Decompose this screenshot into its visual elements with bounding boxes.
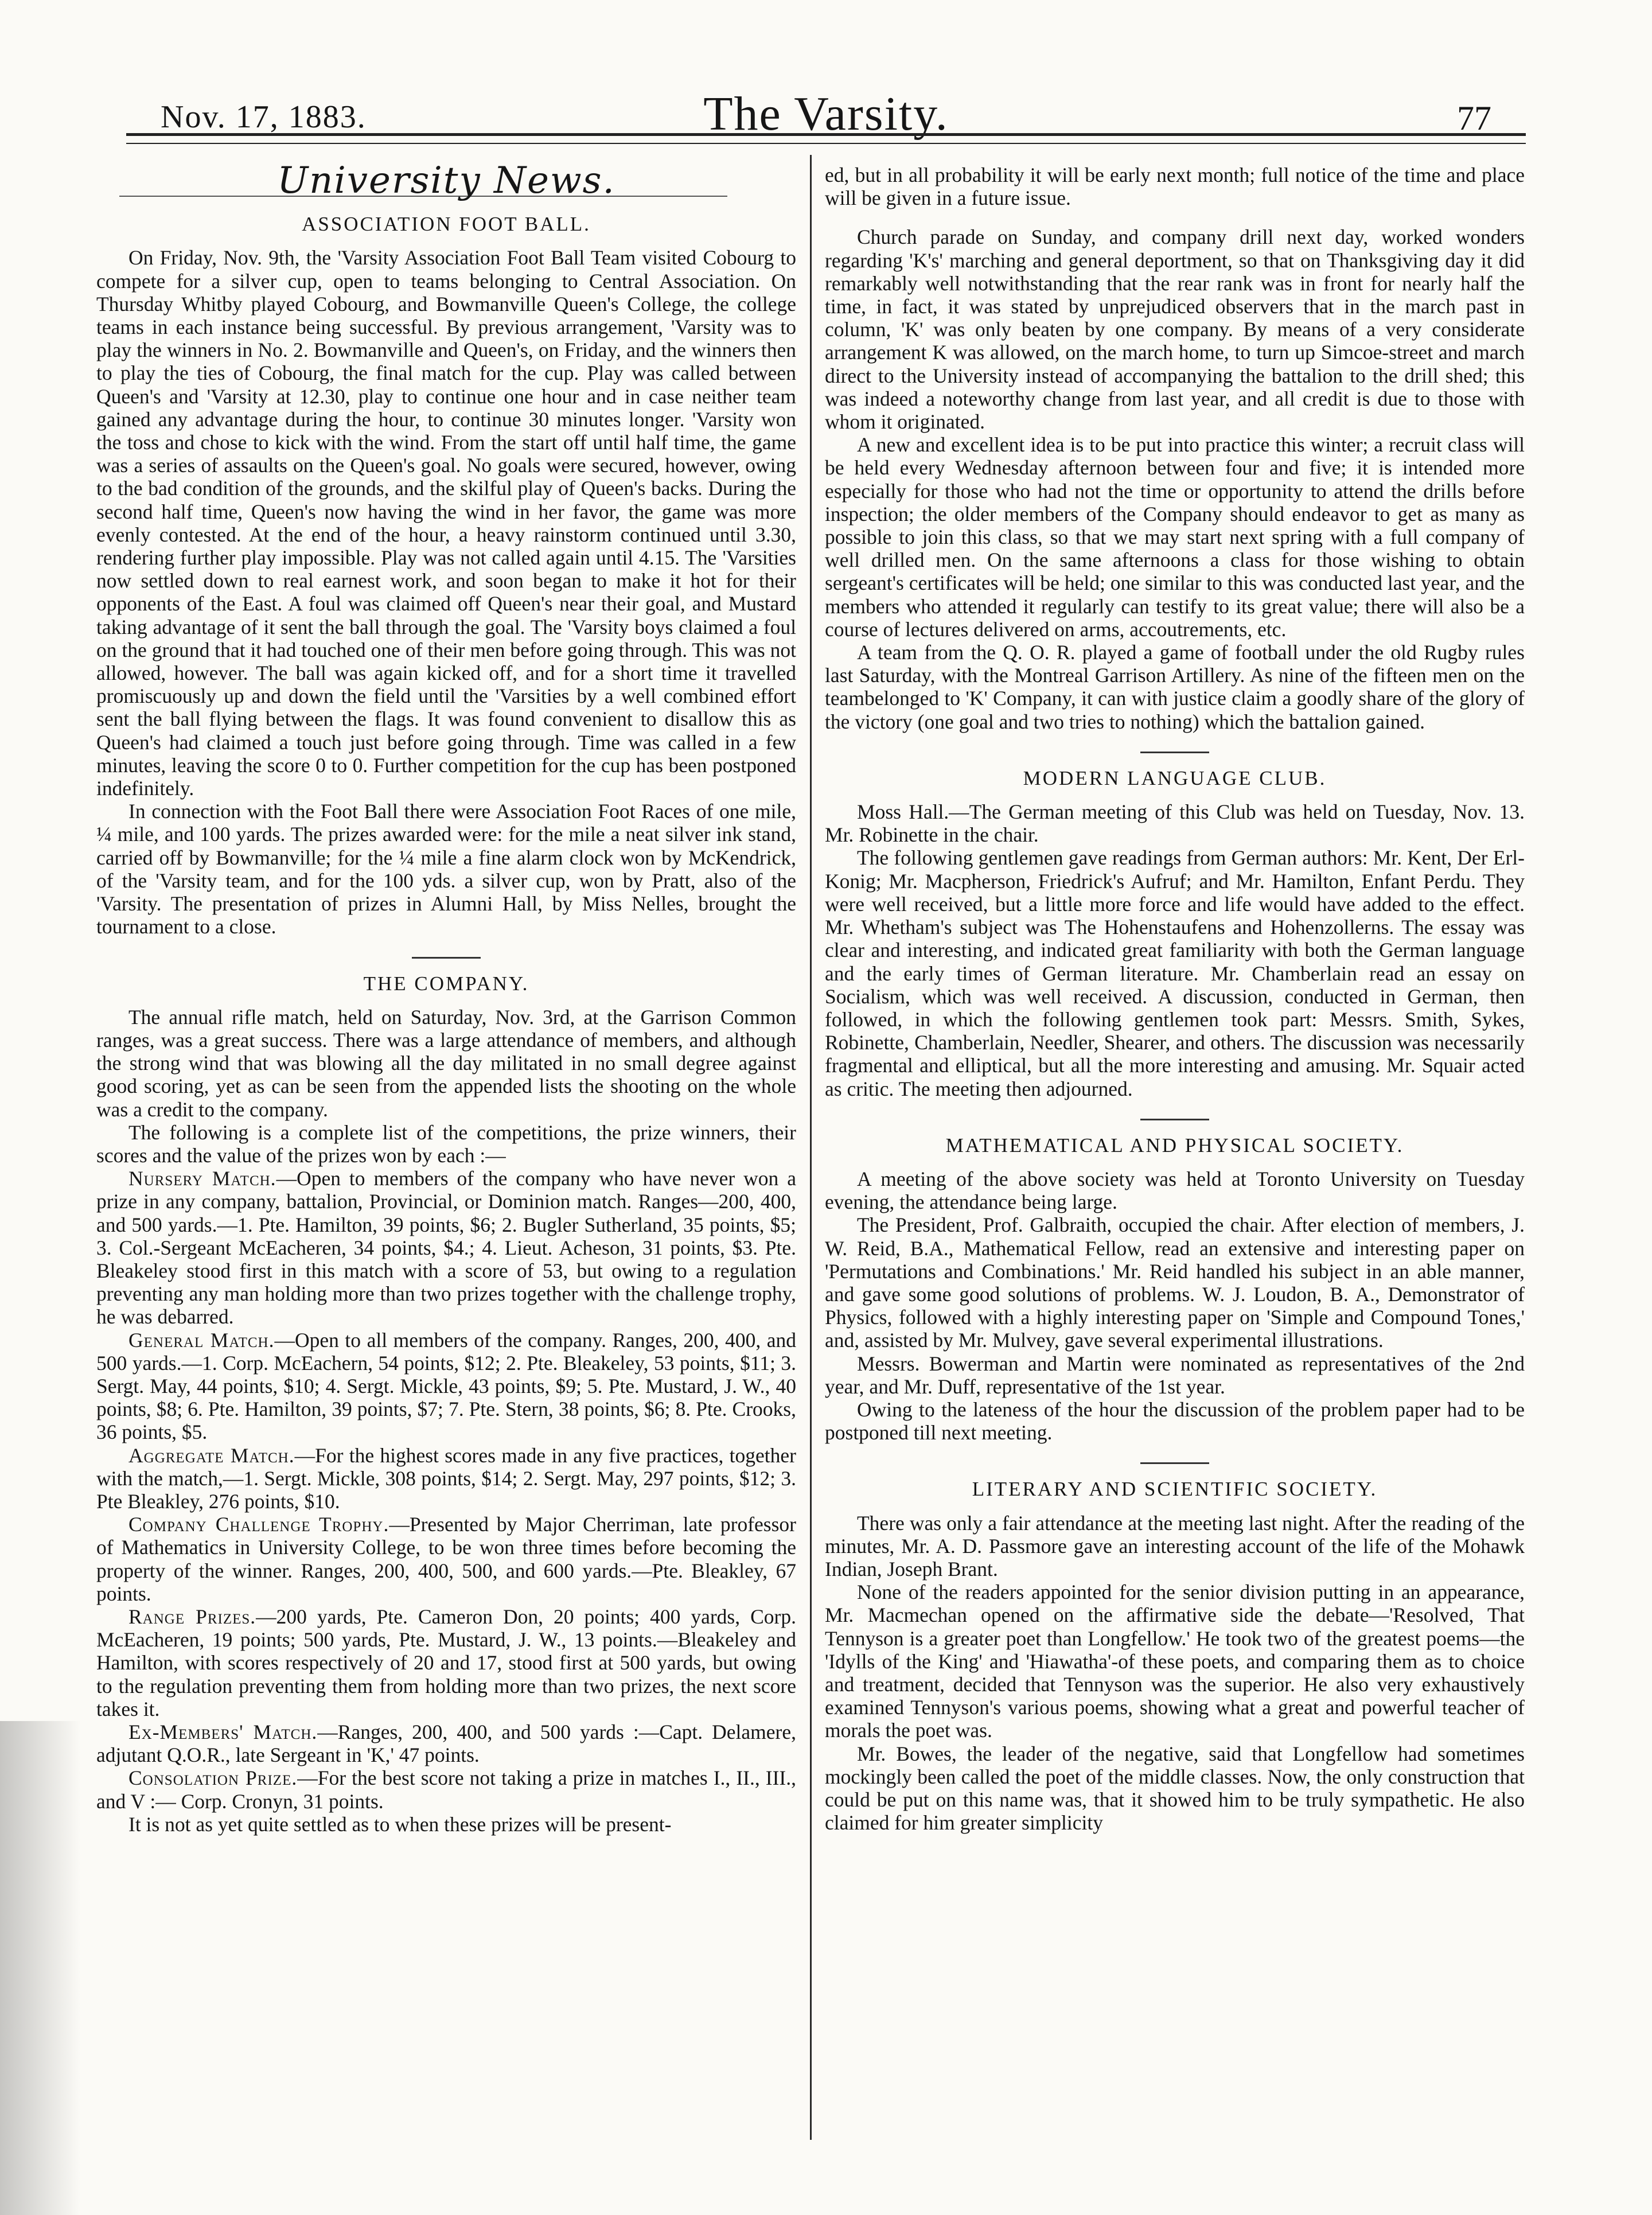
article-paragraph: A meeting of the above society was held at Toronto University on Tuesday evening, the attendance being large. <box>825 1167 1525 1214</box>
right-column <box>825 164 1525 1834</box>
match-name: Nursery Match. <box>128 1167 276 1190</box>
modern-language-heading: MODERN LANGUAGE CLUB. <box>1023 766 1327 789</box>
article-paragraph: A team from the Q. O. R. played a game of football under the old Rugby rules last Saturday, with the Montreal Garrison Artillery. As nine of the fifteen men on the teambelonged to 'K' Company, it can with justice claim a goodly share of the glory of the victory (one goal and two tries to nothing) which the battalion gained. <box>825 641 1525 733</box>
article-paragraph: Church parade on Sunday, and company drill next day, worked wonders regarding 'K's' marching and general deportment, so that on Thanksgiving day it did remarkably well notwithstanding that the rear rank was in front for nearly half the time, in fact, it was stated by unprejudiced observers that in the march past in column, 'K' was only beaten by one company. By means of a very considerate arrangement K was allowed, on the march home, to turn up Simcoe-street and march direct to the University instead of accompanying the battalion to the drill shed; this was indeed a noteworthy change from last year, and all credit is due to those with whom it originated. <box>825 225 1525 434</box>
company-heading: THE COMPANY. <box>363 972 529 995</box>
match-entry <box>96 1766 796 1812</box>
match-entry <box>96 1329 796 1444</box>
article-paragraph: In connection with the Foot Ball there were Association Foot Races of one mile, ¼ mile, and 100 yards. The prizes awarded were: for the mile a neat silver ink stand, carried off by Bowmanville; for the ¼ mile a fine alarm clock won by McKendrick, of the 'Varsity team, and for the 100 yds. a silver cup, won by Pratt, also of the 'Varsity. The presentation of prizes in Alumni Hall, by Miss Nelles, brought the tournament to a close. <box>96 800 796 939</box>
article-paragraph: Owing to the lateness of the hour the discussion of the problem paper had to be postponed till next meeting. <box>825 1397 1525 1445</box>
article-paragraph: Mr. Bowes, the leader of the negative, said that Longfellow had sometimes mockingly been called the poet of the middle classes. Now, the only construction that could be put on this name was, that it showed him to be truly sympathetic. He also claimed for him greater simplicity <box>825 1742 1525 1835</box>
math-society-heading: MATHEMATICAL AND PHYSICAL SOCIETY. <box>945 1134 1404 1157</box>
match-name: Aggregate Match. <box>128 1443 295 1467</box>
article-paragraph: The following gentlemen gave readings from German authors: Mr. Kent, Der Erl-Konig; Mr. Macpherson, Friedrick's Aufruf; and Mr. Hamilton, Enfant Perdu. They were well received, but a little more force and life would have added to the effect. Mr. Whetham's subject was The Hohenstaufens and Hohenzollerns. The essay was clear and interesting, and indicated great familiarity with both the German language and the early times of German literature. Mr. Chamberlain read an essay on Socialism, which was well received. A discussion, conducted in German, then followed, in which the following gentlemen took part: Messrs. Smith, Sykes, Robinette, Chamberlain, Needler, Shearer, and others. The discussion was necessarily fragmental and elliptical, but all the more interesting and amusing. Mr. Squair acted as critic. The meeting then adjourned. <box>825 846 1525 1100</box>
section-separator <box>1140 752 1209 753</box>
match-entry <box>96 1513 796 1605</box>
column-divider <box>810 155 812 2140</box>
match-name: Ex-Members' Match. <box>128 1720 318 1743</box>
article-paragraph: Messrs. Bowerman and Martin were nominated as representatives of the 2nd year, and Mr. Duff, representative of the 1st year. <box>825 1352 1525 1398</box>
article-paragraph: On Friday, Nov. 9th, the 'Varsity Association Foot Ball Team visited Cobourg to compete for a silver cup, open to teams belonging to Central Association. On Thursday Whitby played Cobourg, and Bowmanville Queen's College, the college teams in each instance being successful. By previous arrangement, 'Varsity was to play the winners in No. 2. Bowmanville and Queen's, on Friday, and the winners then to play the ties of Cobourg, the final match for the cup. Play was called between Queen's and 'Varsity at 12.30, play to continue one hour and in case neither team gained any advantage during the hour, to continue 30 minutes longer. 'Varsity won the toss and chose to kick with the wind. From the start off until half time, the game was a series of assaults on the Queen's goal. No goals were secured, however, owing to the bad condition of the grounds, and the skilful play of Queen's backs. During the second half time, Queen's now having the wind in her favor, the game was more evenly contested. At the end of the hour, a heavy rainstorm continued until 3.30, rendering further play impossible. Play was not called again until 4.15. The 'Varsities now settled down to real earnest work, and soon began to make it hot for their opponents of the East. A foul was claimed off Queen's near their goal, and Mustard taking advantage of it sent the ball through the goal. The 'Varsity boys claimed a foul on the ground that it had touched one of their men before going through. This was not allowed, however. The ball was again kicked off, and for a short time it travelled promiscuously up and down the field until the 'Varsities by a well combined effort sent the ball flying between the flags. It was found convenient to disallow this as Queen's had claimed a touch just before going through. Time was called in a few minutes, leaving the score 0 to 0. Further competition for the cup has been postponed indefinitely. <box>96 246 796 800</box>
section-separator <box>1140 1462 1209 1464</box>
issue-date: Nov. 17, 1883. <box>161 99 367 135</box>
page-number: 77 <box>1457 99 1491 137</box>
match-name: Company Challenge Trophy. <box>128 1513 389 1536</box>
match-text: —200 yards, Pte. Cameron Don, 20 points; 400 yards, Corp. McEacheren, 19 points; 500 yards, Pte. Mustard, J. W., 13 points.—Bleakeley and Hamilton, with scores respectively of 20 and 17, stood first at 500 yards, but owing to the regulation preventing them from holding more than two prizes, the next score takes it. <box>96 1605 796 1720</box>
match-name: Range Prizes. <box>128 1605 256 1628</box>
article-paragraph: The annual rifle match, held on Saturday, Nov. 3rd, at the Garrison Common ranges, was a great success. There was a large attendance of members, and although the strong wind that was blowing all the day militated in no small degree against good scoring, yet as can be seen from the appended lists the shooting on the whole was a credit to the company. <box>96 1005 796 1121</box>
section-separator <box>1140 1119 1209 1120</box>
match-text: —Open to members of the company who have never won a prize in any company, battalion, Provincial, or Dominion match. Ranges—200, 400, and 500 yards.—1. Pte. Hamilton, 39 points, $6; 2. Bugler Sutherland, 35 points, $5; 3. Col.-Sergeant McEacheren, 34 points, $4.; 4. Lieut. Acheson, 31 points, $3. Pte. Bleakeley stood first in this match with a score of 53, but owing to a regulation preventing any man holding more than two prizes together with the challenge trophy, he was debarred. <box>96 1167 796 1329</box>
match-text: —Open to all members of the company. Ranges, 200, 400, and 500 yards.—1. Corp. McEachern, 54 points, $12; 2. Pte. Bleakeley, 53 points, $11; 3. Sergt. May, 44 points, $10; 4. Sergt. Mickle, 43 points, $9; 5. Pte. Mustard, J. W., 40 points, $8; 6. Pte. Hamilton, 39 points, $7; 7. Pte. Stern, 38 points, $6; 8. Pte. Crooks, 36 points, $5. <box>96 1328 796 1444</box>
match-entry <box>96 1444 796 1513</box>
match-name: Consolation Prize. <box>128 1766 298 1790</box>
match-text: —For the highest scores made in any five practices, together with the match,—1. Sergt. Mickle, 308 points, $14; 2. Sergt. May, 297 points, $12; 3. Pte Bleakley, 276 points, $10. <box>96 1443 796 1513</box>
article-paragraph: None of the readers appointed for the senior division putting in an appearance, Mr. Macmechan opened on the affirmative side the debate—'Resolved, That Tennyson is a greater poet than Longfellow.' He took two of the greatest poems—the 'Idylls of the King' and 'Hiawatha'-of these poets, and comparing them as to choice and treatment, decided that Tennyson was the superior. He also very exhaustively examined Tennyson's various poems, showing what a great and powerful teacher of morals the poet was. <box>825 1581 1525 1742</box>
match-name: General Match. <box>128 1328 275 1352</box>
article-paragraph: A new and excellent idea is to be put into practice this winter; a recruit class will be held every Wednesday afternoon between four and five; it is intended more especially for those who had not the time or opportunity to attend the drills before inspection; the older members of the Company should endeavor to get as many as possible to join this class, so that we may start next spring with a full company of well drilled men. On the same afternoons a class for those wishing to obtain sergeant's certificates will be held; one similar to this was conducted last year, and the members who attended it regularly can testify to its great value; there will also be a course of lectures delivered on arms, accoutrements, etc. <box>825 433 1525 641</box>
match-text: —Presented by Major Cherriman, late professor of Mathematics in University College, to be won three times before becoming the property of the winner. Ranges, 200, 400, 500, and 600 yards.—Pte. Bleakley, 67 points. <box>96 1513 796 1605</box>
section-separator <box>412 957 481 959</box>
left-column <box>96 159 796 1836</box>
match-entry <box>96 1605 796 1720</box>
match-entry <box>96 1167 796 1328</box>
match-text: —Ranges, 200, 400, and 500 yards :—Capt. Delamere, adjutant Q.O.R., late Sergeant in 'K,' 47 points. <box>96 1720 796 1767</box>
article-paragraph: There was only a fair attendance at the meeting last night. After the reading of the minutes, Mr. A. D. Passmore gave an interesting account of the life of the Mohawk Indian, Joseph Brant. <box>825 1511 1525 1581</box>
football-heading: ASSOCIATION FOOT BALL. <box>302 213 591 236</box>
scan-shadow <box>0 1721 80 2215</box>
article-paragraph: Moss Hall.—The German meeting of this Club was held on Tuesday, Nov. 13. Mr. Robinette in the chair. <box>825 800 1525 847</box>
article-paragraph: ed, but in all probability it will be early next month; full notice of the time and place will be given in a future issue. <box>825 164 1525 210</box>
match-entry <box>96 1720 796 1766</box>
section-title: University News. <box>277 159 615 202</box>
match-text: —For the best score not taking a prize in matches I., II., III., and V :— Corp. Cronyn, 31 points. <box>96 1766 796 1813</box>
literary-society-heading: LITERARY AND SCIENTIFIC SOCIETY. <box>972 1478 1378 1501</box>
header-rule <box>126 133 1526 144</box>
article-paragraph: It is not as yet quite settled as to when these prizes will be present- <box>128 1812 672 1836</box>
newspaper-title: The Varsity. <box>703 87 949 141</box>
article-paragraph: The President, Prof. Galbraith, occupied the chair. After election of members, J. W. Reid, B.A., Mathematical Fellow, read an extensive and interesting paper on 'Permutations and Combinations.' Mr. Reid handled his subject in an able manner, and gave some good solutions of problems. W. J. Loudon, B. A., Demonstrator of Physics, followed with a highly interesting paper on 'Simple and Compound Tones,' and, assisted by Mr. Mulvey, gave several experimental illustrations. <box>825 1213 1525 1352</box>
article-paragraph: The following is a complete list of the competitions, the prize winners, their scores and the value of the prizes won by each :— <box>96 1120 796 1167</box>
